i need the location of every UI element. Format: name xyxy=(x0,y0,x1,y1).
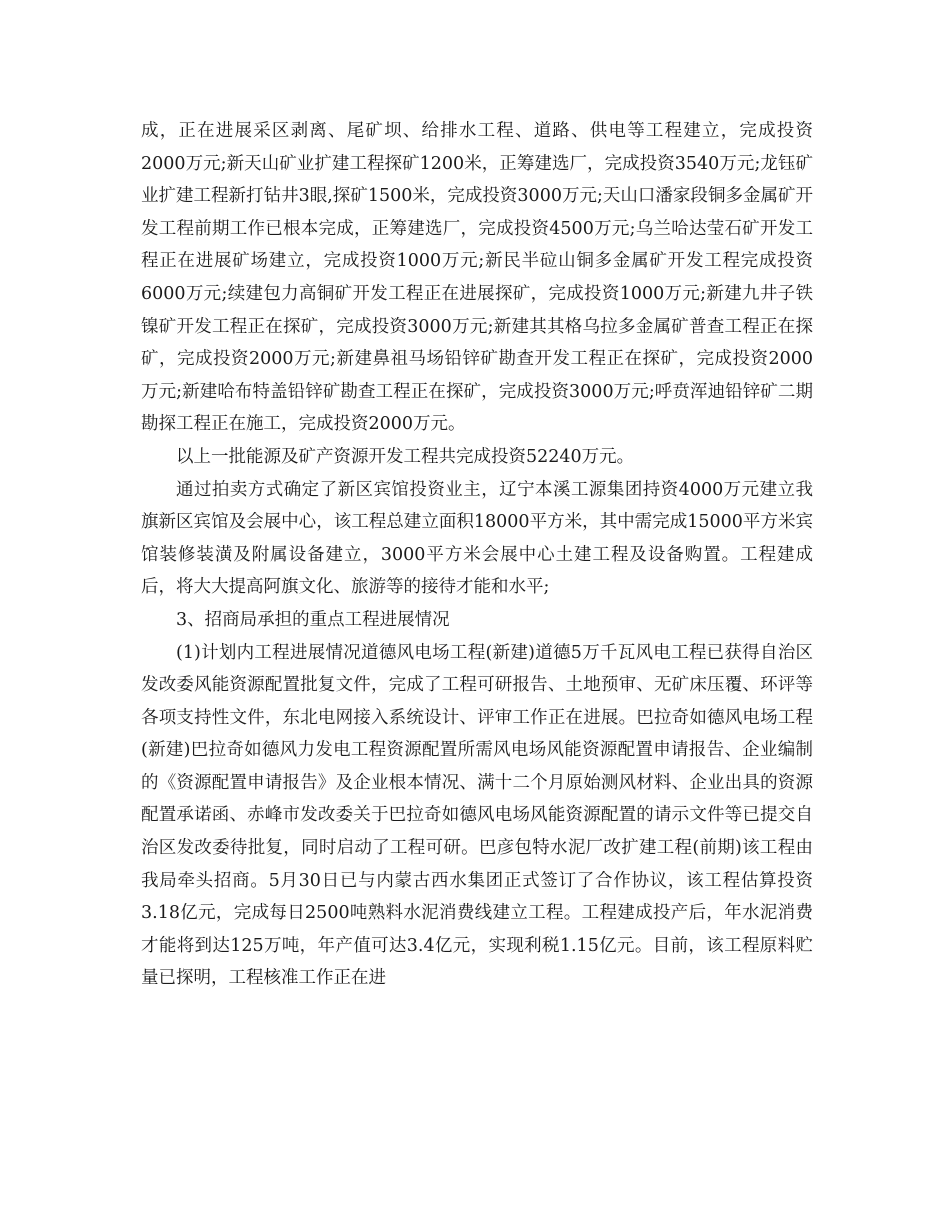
paragraph-mining-projects: 成，正在进展采区剥离、尾矿坝、给排水工程、道路、供电等工程建立，完成投资2000万元;新天山矿业扩建工程探矿1200米，正筹建选厂，完成投资3540万元;龙钰矿业扩建工程新打钻井3眼,探矿1500米，完成投资3000万元;天山口潘家段铜多金属矿开发工程前期工作已根本完成，正筹建选厂，完成投资4500万元;乌兰哈达莹石矿开发工程正在进展矿场建立，完成投资1000万元;新民半砬山铜多金属矿开发工程完成投资6000万元;续建包力高铜矿开发工程正在进展探矿，完成投资1000万元;新建九井子铁镍矿开发工程正在探矿，完成投资3000万元;新建其其格乌拉多金属矿普查工程正在探矿，完成投资2000万元;新建鼻祖马场铅锌矿勘查开发工程正在探矿，完成投资2000万元;新建哈布特盖铅锌矿勘查工程正在探矿，完成投资3000万元;呼贲浑迪铅锌矿二期勘探工程正在施工，完成投资2000万元。 xyxy=(141,121,813,435)
document-body xyxy=(141,115,813,995)
paragraph-investment-total: 以上一批能源及矿产资源开发工程共完成投资52240万元。 xyxy=(176,446,635,467)
paragraph-planned-projects: (1)计划内工程进展情况道德风电场工程(新建)道德5万千瓦风电工程已获得自治区发改委风能资源配置批复文件，完成了工程可研报告、土地预审、无矿床压覆、环评等各项支持性文件，东北电网接入系统设计、评审工作正在进展。巴拉奇如德风电场工程(新建)巴拉奇如德风力发电工程资源配置所需风电场风能资源配置申请报告、企业编制的《资源配置申请报告》及企业根本情况、满十二个月原始测风材料、企业出具的资源配置承诺函、赤峰市发改委关于巴拉奇如德风电场风能资源配置的请示文件等已提交自治区发改委待批复，同时启动了工程可研。巴彦包特水泥厂改扩建工程(前期)该工程由我局牵头招商。5月30日已与内蒙古西水集团正式签订了合作协议，该工程估算投资3.18亿元，完成每日2500吨熟料水泥消费线建立工程。工程建成投产后，年水泥消费才能将到达125万吨，年产值可达3.4亿元，实现利税1.15亿元。目前，该工程原料贮量已探明，工程核准工作正在进 xyxy=(141,642,813,989)
paragraph-hotel-project: 通过拍卖方式确定了新区宾馆投资业主，辽宁本溪工源集团持资4000万元建立我旗新区宾馆及会展中心，该工程总建立面积18000平方米，其中需完成15000平方米宾馆装修装潢及附属设备建立，3000平方米会展中心土建工程及设备购置。工程建成后，将大大提高阿旗文化、旅游等的接待才能和水平; xyxy=(141,479,813,598)
section-heading-investment-bureau: 3、招商局承担的重点工程进展情况 xyxy=(176,609,450,630)
